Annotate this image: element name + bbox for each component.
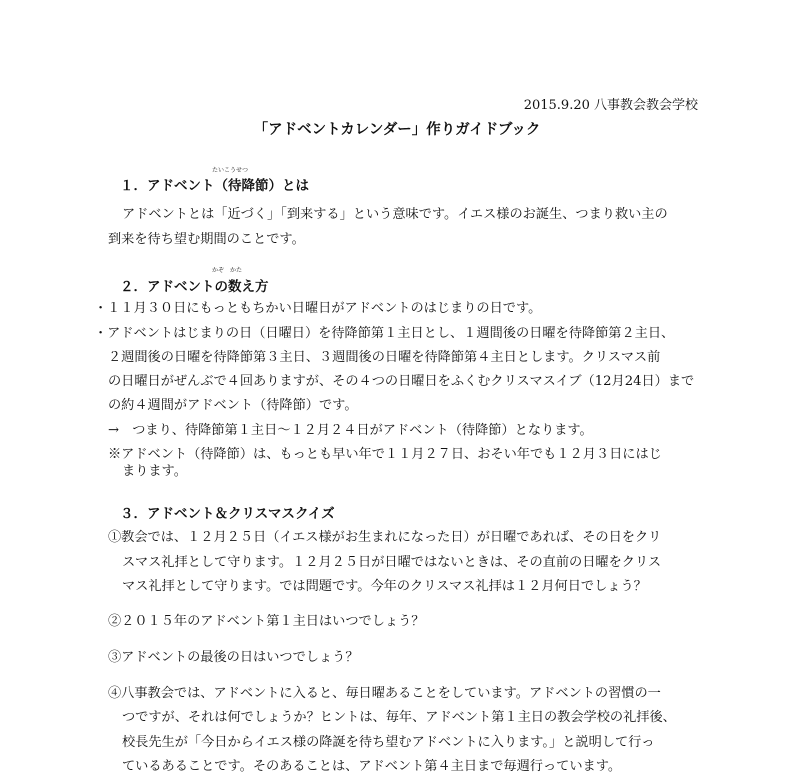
section-heading: ３．アドベント＆クリスマスクイズ	[120, 506, 335, 522]
body-line: ・アドベントはじまりの日（日曜日）を待降節第１主日とし、１週間後の日曜を待降節第２主日、	[94, 326, 675, 341]
body-line: ・１１月３０日にもっともちかい日曜日がアドベントのはじまりの日です。	[94, 301, 542, 316]
body-line: まります。	[122, 464, 187, 479]
document-title: 「アドベントカレンダー」作りガイドブック	[253, 121, 541, 138]
section-heading: １．アドベント（待降節）とは	[120, 178, 309, 194]
quiz-line: ③アドベントの最後の日はいつでしょう？	[108, 650, 359, 665]
quiz-line: ②２０１５年のアドベント第１主日はいつでしょう？	[108, 614, 425, 629]
body-line: ２週間後の日曜を待降節第３主日、３週間後の日曜を待降節第４主日とします。クリスマス前	[108, 350, 661, 365]
section-heading: ２．アドベントの数え方	[120, 279, 269, 295]
date-line: 2015.9.20 八事教会教会学校	[523, 98, 698, 113]
body-line: 到来を待ち望む期間のことです。	[108, 232, 305, 247]
body-line: ※アドベント（待降節）は、もっとも早い年で１１月２７日、おそい年でも１２月３日にはじ	[108, 447, 662, 462]
body-line: → つまり、待降節第１主日～１２月２４日がアドベント（待降節）となります。	[108, 423, 593, 438]
quiz-line: つですが、それは何でしょうか？ヒントは、毎年、アドベント第１主日の教会学校の礼拝後、	[122, 710, 676, 725]
heading-ruby: たいこうせつ	[212, 167, 249, 174]
quiz-line: ているあることです。そのあることは、アドベント第４主日まで毎週行っています。	[122, 759, 622, 774]
body-line: の日曜日がぜんぶで４回ありますが、その４つの日曜日をふくむクリスマスイブ（12月24日）まで	[108, 374, 695, 389]
heading-ruby: かぞ かた	[212, 267, 243, 274]
quiz-line: ①教会では、１２月２５日（イエス様がお生まれになった日）が日曜であれば、その日をクリ	[108, 530, 662, 545]
quiz-line: スマス礼拝として守ります。１２月２５日が日曜ではないときは、その直前の日曜をクリス	[122, 555, 662, 570]
body-line: アドベントとは「近づく」「到来する」という意味です。イエス様のお誕生、つまり救い主の	[122, 207, 668, 222]
quiz-line: マス礼拝として守ります。では問題です。今年のクリスマス礼拝は１２月何日でしょう？	[122, 579, 647, 594]
quiz-line: 校長先生が「今日からイエス様の降誕を待ち望むアドベントに入ります。」と説明して行っ	[122, 735, 655, 750]
body-line: の約４週間がアドベント（待降節）です。	[108, 398, 358, 413]
quiz-line: ④八事教会では、アドベントに入ると、毎日曜あることをしています。アドベントの習慣の一	[108, 686, 661, 701]
